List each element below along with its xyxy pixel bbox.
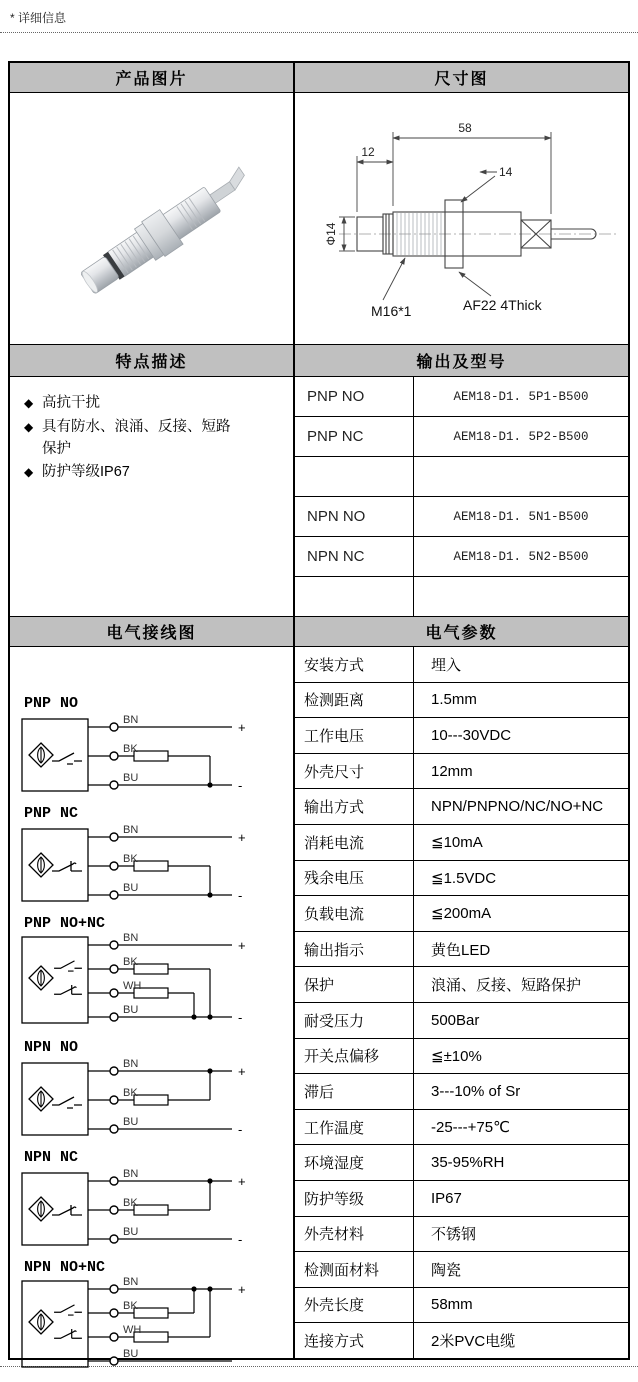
param-row <box>295 1074 628 1110</box>
model-output: NPN NC <box>295 537 414 576</box>
svg-text:-: - <box>238 778 243 793</box>
param-value: ≦1.5VDC <box>431 869 497 887</box>
params-table <box>295 647 628 1358</box>
param-value: ≦10mA <box>431 834 483 852</box>
product-image-cell <box>10 93 295 344</box>
param-value: 黄色LED <box>431 941 491 959</box>
param-value: 陶瓷 <box>431 1261 462 1279</box>
model-row <box>295 497 628 537</box>
features-cell <box>10 377 295 616</box>
svg-text:BN: BN <box>123 1058 139 1070</box>
wiring-block-npn-no <box>16 1039 293 1148</box>
param-value: 2米PVC电缆 <box>431 1333 516 1351</box>
param-label: 工作电压 <box>295 718 414 753</box>
diamond-bullet-icon: ◆ <box>24 396 34 410</box>
model-row <box>295 377 628 417</box>
model-row <box>295 417 628 457</box>
param-label: 连接方式 <box>295 1323 414 1358</box>
param-label: 保护 <box>295 967 414 1002</box>
dim-diameter-label: Φ14 <box>324 222 338 245</box>
page-note: * 详细信息 <box>10 11 67 25</box>
param-label: 输出方式 <box>295 789 414 824</box>
header-product-image: 产品图片 <box>10 63 295 92</box>
header-row-1 <box>10 63 628 93</box>
param-value: NPN/PNPNO/NC/NO+NC <box>431 798 604 816</box>
param-value: 58mm <box>431 1296 473 1314</box>
header-dimension: 尺寸图 <box>434 71 489 88</box>
diamond-bullet-icon: ◆ <box>24 465 34 480</box>
param-label: 防护等级 <box>295 1181 414 1216</box>
model-number: AEM18-D1. 5N1-B500 <box>453 509 589 524</box>
param-row <box>295 1003 628 1039</box>
header-features: 特点描述 <box>10 345 295 376</box>
feature-text: 高抗干扰 <box>42 395 100 411</box>
param-row <box>295 1145 628 1181</box>
svg-text:+: + <box>238 1064 246 1079</box>
svg-text:BU: BU <box>123 1004 139 1016</box>
svg-text:+: + <box>238 1282 246 1297</box>
svg-text:+: + <box>238 938 246 953</box>
param-label: 环境湿度 <box>295 1145 414 1180</box>
spec-table <box>8 61 630 1360</box>
param-label: 负载电流 <box>295 896 414 931</box>
param-value: -25---+75℃ <box>431 1119 510 1137</box>
feature-text: 具有防水、浪涌、反接、短路保护 <box>42 418 231 457</box>
param-value: 35-95%RH <box>431 1154 505 1172</box>
svg-text:BK: BK <box>123 956 138 968</box>
param-label: 外壳长度 <box>295 1288 414 1323</box>
param-row <box>295 647 628 683</box>
model-row <box>295 537 628 577</box>
param-value: 浪涌、反接、短路保护 <box>431 977 582 995</box>
feature-item <box>24 393 285 415</box>
wiring-block-npn-nc <box>16 1149 293 1258</box>
param-value: 3---10% of Sr <box>431 1082 521 1100</box>
svg-text:BU: BU <box>123 1116 139 1128</box>
param-row <box>295 825 628 861</box>
param-value: 10---30VDC <box>431 726 512 744</box>
param-value: ≦±10% <box>431 1047 482 1065</box>
param-row <box>295 896 628 932</box>
wiring-title: NPN NO <box>24 1039 79 1056</box>
svg-text:BN: BN <box>123 1277 139 1288</box>
param-row <box>295 932 628 968</box>
feature-item <box>24 462 285 484</box>
dim-front-label: 12 <box>361 144 375 159</box>
model-output: PNP NO <box>295 377 414 416</box>
wiring-title: PNP NC <box>24 805 79 822</box>
param-label: 外壳材料 <box>295 1217 414 1252</box>
thread-callout: M16*1 <box>371 302 412 319</box>
body-row-1 <box>10 93 628 345</box>
param-row <box>295 754 628 790</box>
param-value: IP67 <box>431 1189 462 1207</box>
svg-text:WH: WH <box>123 1324 142 1336</box>
param-value: 12mm <box>431 762 473 780</box>
model-row <box>295 577 628 617</box>
svg-text:BK: BK <box>123 1197 138 1209</box>
svg-text:BU: BU <box>123 882 139 894</box>
model-output <box>295 577 414 617</box>
model-number: AEM18-D1. 5P1-B500 <box>453 389 589 404</box>
body-row-3 <box>10 647 628 1358</box>
svg-text:BN: BN <box>123 933 139 944</box>
param-label: 检测距离 <box>295 683 414 718</box>
wiring-title: PNP NO <box>24 695 79 712</box>
param-value: 500Bar <box>431 1011 480 1029</box>
model-table <box>295 377 628 616</box>
body-row-2 <box>10 377 628 617</box>
dim-overall-label: 58 <box>458 120 472 135</box>
param-label: 工作温度 <box>295 1110 414 1145</box>
wiring-block-pnp-nonc <box>16 915 293 1038</box>
model-number: AEM18-D1. 5P2-B500 <box>453 429 589 444</box>
model-output <box>295 457 414 496</box>
param-row <box>295 718 628 754</box>
svg-text:BK: BK <box>123 743 138 755</box>
svg-text:+: + <box>238 720 246 735</box>
wiring-title: NPN NO+NC <box>24 1259 106 1276</box>
wiring-diagram-pnp-no <box>16 713 288 799</box>
param-row <box>295 1039 628 1075</box>
model-output: PNP NC <box>295 417 414 456</box>
wiring-diagram-pnp-nonc <box>16 933 288 1033</box>
wiring-diagram-npn-no <box>16 1057 288 1143</box>
dimension-drawing <box>295 94 630 344</box>
dim-nut-width-label: 14 <box>499 164 513 179</box>
wrench-callout: AF22 4Thick <box>463 296 542 313</box>
svg-text:BK: BK <box>123 1300 138 1312</box>
feature-item <box>24 417 285 461</box>
param-row <box>295 861 628 897</box>
svg-text:BN: BN <box>123 824 139 836</box>
svg-text:BN: BN <box>123 714 139 726</box>
param-row <box>295 1323 628 1358</box>
svg-text:BN: BN <box>123 1168 139 1180</box>
wiring-block-pnp-no <box>16 695 293 804</box>
svg-text:BU: BU <box>123 772 139 784</box>
wiring-diagram-npn-nonc <box>16 1277 288 1377</box>
param-value: ≦200mA <box>431 905 492 923</box>
param-label: 输出指示 <box>295 932 414 967</box>
wiring-title: NPN NC <box>24 1149 79 1166</box>
param-row <box>295 789 628 825</box>
wiring-diagram-npn-nc <box>16 1167 288 1253</box>
svg-text:-: - <box>238 1122 243 1137</box>
header-row-3 <box>10 617 628 647</box>
param-value: 不锈钢 <box>431 1226 477 1244</box>
param-label: 外壳尺寸 <box>295 754 414 789</box>
svg-text:BK: BK <box>123 1087 138 1099</box>
svg-text:-: - <box>238 888 243 903</box>
model-row <box>295 457 628 497</box>
param-label: 检测面材料 <box>295 1252 414 1287</box>
param-row <box>295 1181 628 1217</box>
param-row <box>295 1288 628 1324</box>
svg-text:-: - <box>238 1232 243 1247</box>
param-label: 残余电压 <box>295 861 414 896</box>
param-label: 消耗电流 <box>295 825 414 860</box>
wiring-cell <box>10 647 295 1358</box>
model-number: AEM18-D1. 5N2-B500 <box>453 549 589 564</box>
svg-text:WH: WH <box>123 980 142 992</box>
params-cell <box>295 647 628 1358</box>
svg-text:BU: BU <box>123 1226 139 1238</box>
param-value: 埋入 <box>431 656 462 674</box>
wiring-title: PNP NO+NC <box>24 915 106 932</box>
wiring-block-pnp-nc <box>16 805 293 914</box>
dimension-cell <box>295 93 630 344</box>
model-output: NPN NO <box>295 497 414 536</box>
param-row <box>295 967 628 1003</box>
param-row <box>295 683 628 719</box>
param-row <box>295 1252 628 1288</box>
svg-text:+: + <box>238 830 246 845</box>
wiring-diagram-pnp-nc <box>16 823 288 909</box>
svg-text:BU: BU <box>123 1348 139 1360</box>
param-label: 开关点偏移 <box>295 1039 414 1074</box>
svg-text:+: + <box>238 1174 246 1189</box>
header-electrical: 电气参数 <box>425 625 498 642</box>
top-dotted-divider <box>0 32 638 33</box>
param-label: 耐受压力 <box>295 1003 414 1038</box>
param-row <box>295 1217 628 1253</box>
svg-text:-: - <box>238 1010 243 1025</box>
param-row <box>295 1110 628 1146</box>
diamond-bullet-icon: ◆ <box>24 419 34 434</box>
header-output-model: 输出及型号 <box>416 354 507 371</box>
feature-text: 防护等级IP67 <box>42 464 130 481</box>
product-photo <box>10 94 293 344</box>
header-row-2 <box>10 345 628 377</box>
wiring-block-npn-nonc <box>16 1259 293 1382</box>
param-label: 安装方式 <box>295 647 414 682</box>
header-wiring: 电气接线图 <box>10 617 295 646</box>
svg-text:BK: BK <box>123 853 138 865</box>
param-value: 1.5mm <box>431 691 477 709</box>
param-label: 滞后 <box>295 1074 414 1109</box>
